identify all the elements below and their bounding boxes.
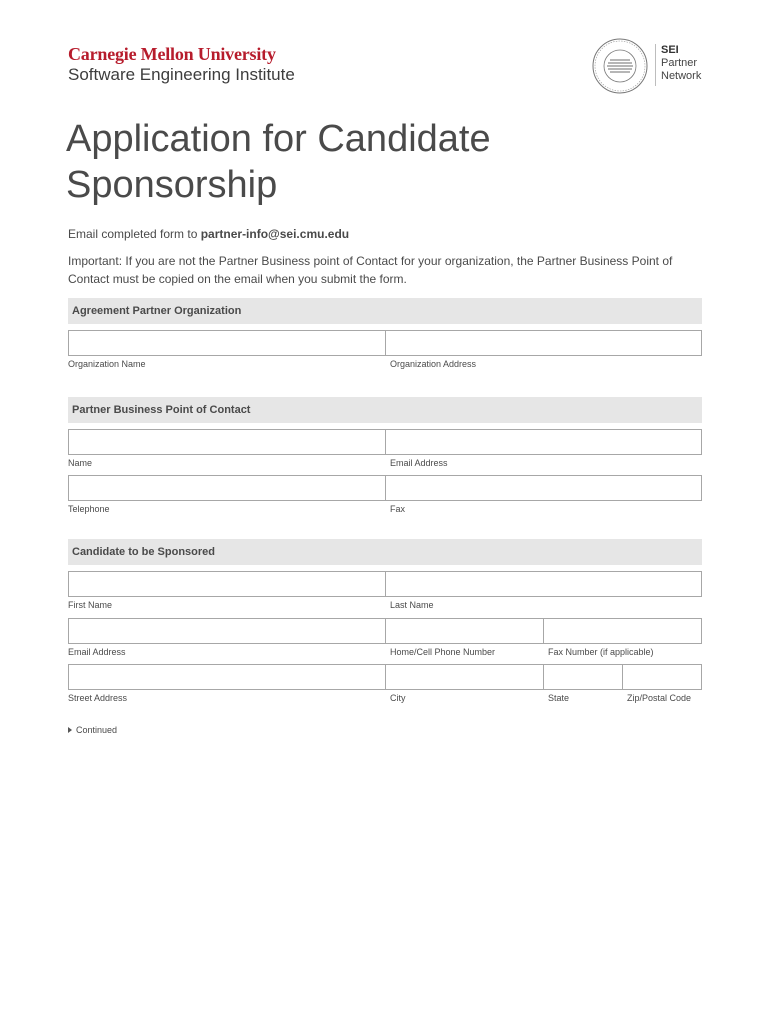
institute-name: Software Engineering Institute xyxy=(68,65,295,84)
contact-name-field[interactable] xyxy=(68,429,386,455)
email-instruction-text: Email completed form to xyxy=(68,227,201,241)
candidate-first-name-field[interactable] xyxy=(68,571,386,597)
email-instruction xyxy=(68,227,349,241)
candidate-state-label: State xyxy=(548,693,570,703)
candidate-city-field[interactable] xyxy=(385,664,544,690)
candidate-first-name-label: First Name xyxy=(68,600,113,610)
section-header-organization xyxy=(68,298,702,324)
university-logo-text: Carnegie Mellon University xyxy=(68,44,276,64)
page-title xyxy=(66,116,666,208)
candidate-phone-label: Home/Cell Phone Number xyxy=(390,647,496,657)
candidate-zip-field[interactable] xyxy=(622,664,702,690)
important-note: Important: If you are not the Partner Business point of Contact for your organization, the Partner Business Point of Contact must be copied on the email when you submit the form. xyxy=(68,254,673,286)
contact-telephone-field[interactable] xyxy=(68,475,386,501)
contact-email-label: Email Address xyxy=(390,458,448,468)
contact-email-field[interactable] xyxy=(385,429,702,455)
partner-network-divider xyxy=(655,44,656,86)
candidate-street-field[interactable] xyxy=(68,664,386,690)
continued-indicator xyxy=(68,725,117,735)
partner-network-line-2: Partner xyxy=(661,57,698,69)
candidate-email-label: Email Address xyxy=(68,647,126,657)
contact-name-label: Name xyxy=(68,458,93,468)
organization-address-label: Organization Address xyxy=(390,359,477,369)
organization-name-field[interactable] xyxy=(68,330,386,356)
candidate-state-field[interactable] xyxy=(543,664,623,690)
contact-fax-label: Fax xyxy=(390,504,406,514)
partner-network-label xyxy=(661,44,701,83)
candidate-street-label: Street Address xyxy=(68,693,128,703)
continue-arrow-icon xyxy=(68,727,72,733)
section-header-contact xyxy=(68,397,702,423)
sei-partner-seal-icon xyxy=(592,38,648,94)
section-header-candidate xyxy=(68,539,702,565)
candidate-phone-field[interactable] xyxy=(385,618,544,644)
candidate-last-name-field[interactable] xyxy=(385,571,702,597)
candidate-city-label: City xyxy=(390,693,406,703)
email-link[interactable]: partner-info@sei.cmu.edu xyxy=(200,227,350,241)
contact-fax-field[interactable] xyxy=(385,475,702,501)
section-title: Candidate to be Sponsored xyxy=(72,546,216,558)
contact-telephone-label: Telephone xyxy=(68,504,110,514)
candidate-fax-field[interactable] xyxy=(543,618,702,644)
organization-address-field[interactable] xyxy=(385,330,702,356)
candidate-last-name-label: Last Name xyxy=(390,600,434,610)
title-line-2: Sponsorship xyxy=(66,164,278,206)
title-line-1: Application for Candidate xyxy=(66,118,491,160)
candidate-email-field[interactable] xyxy=(68,618,386,644)
section-title: Partner Business Point of Contact xyxy=(72,404,251,416)
organization-name-label: Organization Name xyxy=(68,359,146,369)
candidate-fax-label: Fax Number (if applicable) xyxy=(548,647,654,657)
partner-network-line-1: SEI xyxy=(661,44,679,56)
section-title: Agreement Partner Organization xyxy=(72,305,242,317)
partner-network-line-3: Network xyxy=(661,70,702,82)
continued-label: Continued xyxy=(76,725,118,735)
candidate-zip-label: Zip/Postal Code xyxy=(627,693,692,703)
